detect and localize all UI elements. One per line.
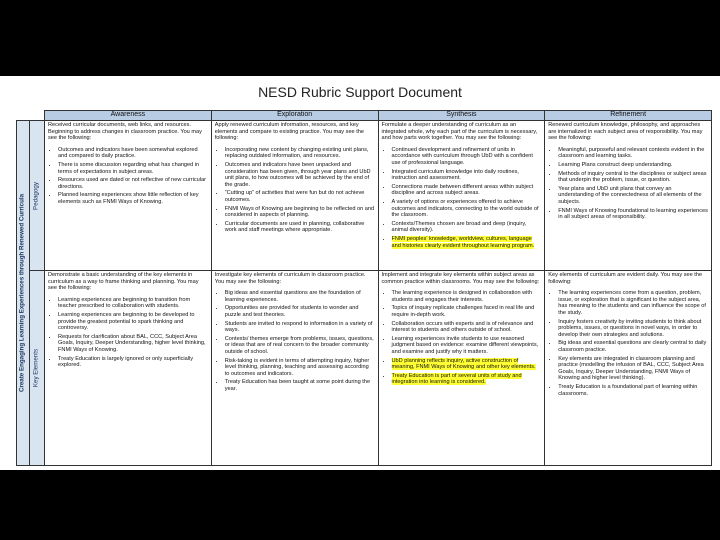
bullet-text: Learning Plans construct deep understanding. xyxy=(558,161,673,168)
bullet-item xyxy=(392,147,542,167)
bullet-item xyxy=(558,186,708,206)
bullet-item xyxy=(225,358,375,378)
bullet-text: FNMI Ways of Knowing foundational to learning experiences in all subject areas of responsibility. xyxy=(558,207,708,221)
bullet-item xyxy=(392,358,542,371)
bullet-item xyxy=(558,384,708,397)
bullet-item xyxy=(558,171,708,184)
bullet-text: Planned learning experiences show little reflection of key elements such as FNMI Ways of Knowing. xyxy=(58,192,199,205)
bullet-item xyxy=(225,162,375,188)
highlighted-text: Treaty Education is part of several units of study and integration into learning is considered. xyxy=(391,372,522,386)
cell-intro: Implement and integrate key elements within subject areas as common practice within classrooms. You may see the following: xyxy=(381,272,540,285)
bullet-item xyxy=(58,147,208,160)
bullet-item xyxy=(58,312,208,332)
bullet-item xyxy=(558,340,708,353)
bullet-item xyxy=(58,177,208,190)
bullet-text: Resources used are dated or not reflective of new curricular directions. xyxy=(58,177,206,190)
row-label: Key Elements xyxy=(32,348,40,388)
bullet-text: Treaty Education is largely ignored or only superficially explored. xyxy=(58,355,194,369)
column-header-refinement: Refinement xyxy=(545,111,712,121)
cell-bullet-list xyxy=(215,290,375,392)
rubric-cell-refinement xyxy=(545,121,712,271)
bullet-item xyxy=(225,336,375,356)
bullet-item xyxy=(58,334,208,354)
column-header-awareness: Awareness xyxy=(45,111,212,121)
bullet-item xyxy=(392,236,542,249)
rubric-row-pedagogy xyxy=(17,121,712,271)
bullet-text: Treaty Education has been taught at some point during the year. xyxy=(224,379,371,392)
bullet-text: Learning experiences are beginning to be developed to provide the greatest potential to spark thinking and controversy. xyxy=(58,311,195,332)
rubric-row-key-elements xyxy=(17,271,712,466)
row-label: Pedagogy xyxy=(32,181,40,210)
bullet-text: Methods of inquiry central to the disciplines or subject areas that underpin the problem, issue, or question. xyxy=(558,170,707,184)
cell-bullet-list xyxy=(382,147,542,249)
bullet-text: Collaboration occurs with experts and is of relevance and interest to students and others outside of school. xyxy=(391,320,534,334)
bullet-item xyxy=(225,379,375,392)
bullet-text: The learning experiences come from a question, problem, issue, or exploration that is significant to the subject area, has meaning to the students and can influence the scope of the study. xyxy=(558,290,706,316)
cell-intro: Formulate a deeper understanding of curriculum as an integrated whole, why each part of the curriculum is necessary, and how parts work together. You may see the following: xyxy=(381,122,538,142)
corner-cell xyxy=(17,111,45,121)
bullet-text: Students are invited to respond to information in a variety of ways. xyxy=(224,320,373,334)
rubric-cell-awareness xyxy=(45,271,212,466)
header-row xyxy=(17,111,712,121)
bullet-item xyxy=(58,297,208,310)
highlighted-text: UbD planning reflects inquiry, active construction of meaning, FNMI Ways of Knowing and other key elements. xyxy=(391,357,536,371)
bullet-text: Continued development and refinement of units in accordance with curriculum through UbD with a confident use of professional language. xyxy=(391,146,533,166)
bullet-text: Big ideas and essential questions are the foundation of learning experiences. xyxy=(224,290,361,303)
bullet-item xyxy=(58,192,208,205)
bullet-item xyxy=(558,208,708,221)
rubric-table xyxy=(16,110,712,466)
bullet-text: Big ideas and essential questions are clearly central to daily classroom practice. xyxy=(558,340,707,353)
bullet-item xyxy=(392,321,542,334)
bullet-item xyxy=(225,305,375,318)
bullet-text: Curricular documents are used in planning, collaborative work and staff meetings where appropriate. xyxy=(224,220,365,234)
rubric-cell-refinement xyxy=(545,271,712,466)
bullet-item xyxy=(225,190,375,203)
rubric-cell-synthesis xyxy=(378,271,545,466)
rubric-cell-synthesis xyxy=(378,121,545,271)
bullet-item xyxy=(225,206,375,219)
bullet-item xyxy=(225,321,375,334)
bullet-text: Year plans and UbD unit plans that convey an understanding of the connectedness of all elements of the subjects. xyxy=(558,185,702,205)
bullet-item xyxy=(392,336,542,356)
bullet-item xyxy=(392,169,542,182)
highlighted-text: FNMI peoples' knowledge, worldview, cultures, language and histories clearly evident throughout learning program. xyxy=(391,235,535,249)
bullet-text: Outcomes and indicators have been somewhat explored and compared to daily practice. xyxy=(58,146,198,160)
rubric-cell-exploration xyxy=(211,121,378,271)
bullet-item xyxy=(392,184,542,197)
bullet-item xyxy=(225,221,375,234)
cell-intro: Key elements of curriculum are evident daily. You may see the following: xyxy=(548,272,703,285)
bullet-text: The learning experience is designed in collaboration with students and engages their interests. xyxy=(391,290,533,303)
column-header-synthesis: Synthesis xyxy=(378,111,545,121)
bullet-text: Integrated curriculum knowledge into daily routines, instruction and assessment. xyxy=(391,168,519,182)
bullet-text: Meaningful, purposeful and relevant contexts evident in the classroom and learning tasks. xyxy=(558,146,705,160)
bullet-text: “Cutting up” of activities that were fun but do not achieve outcomes. xyxy=(224,190,365,203)
bullet-item xyxy=(58,356,208,369)
bullet-item xyxy=(392,373,542,386)
bullet-text: A variety of options or experiences offered to achieve outcomes and indicators, connecting to the world outside of the classroom. xyxy=(391,198,539,219)
cell-bullet-list xyxy=(548,290,708,397)
bullet-item xyxy=(392,221,542,234)
bullet-text: Opportunities are provided for students to wonder and puzzle and test theories. xyxy=(224,305,359,318)
bullet-item xyxy=(392,290,542,303)
bullet-item xyxy=(58,162,208,175)
bullet-item xyxy=(392,305,542,318)
bullet-text: Incorporating new content by changing existing unit plans, replacing outdated information, and resources. xyxy=(224,146,369,160)
row-label-cell xyxy=(30,121,45,271)
cell-bullet-list xyxy=(548,147,708,221)
bullet-text: FNMI Ways of Knowing are beginning to be reflected on and considered in aspects of planning. xyxy=(224,205,375,219)
bullet-item xyxy=(558,290,708,316)
cell-bullet-list xyxy=(48,147,208,206)
cell-intro: Renewed curriculum knowledge, philosophy, and approaches are internalized in each subject area of responsibility. You may see the following: xyxy=(548,122,703,142)
bullet-text: There is some discussion regarding what has changed in terms of expectations in subject areas. xyxy=(58,161,200,175)
cell-intro: Apply renewed curriculum information, resources, and key elements and compare to existing practice. You may see the following: xyxy=(214,122,365,142)
bullet-text: Treaty Education is a foundational part of learning within classrooms. xyxy=(558,383,698,397)
bullet-item xyxy=(392,199,542,219)
row-label-cell xyxy=(30,271,45,466)
rubric-cell-awareness xyxy=(45,121,212,271)
bullet-item xyxy=(558,147,708,160)
bullet-text: Outcomes and indicators have been unpacked and consideration has been given, through year plans and UbD unit plans, to how outcomes will be achieved by the end of the grade. xyxy=(224,161,371,188)
bullet-text: Learning experiences are beginning to transition from teacher prescribed to collaboration with students. xyxy=(58,296,191,310)
bullet-text: Topics of inquiry replicate challenges faced in real life and require in-depth work. xyxy=(391,305,535,318)
bullet-text: Risk-taking is evident in terms of attempting inquiry, higher level thinking, planning, teaching and assessing according to outcomes and indicators. xyxy=(224,357,370,377)
bullet-item xyxy=(558,356,708,382)
bullet-text: Connections made between different areas within subject discipline and across subject areas. xyxy=(391,183,534,197)
cell-bullet-list xyxy=(48,297,208,369)
cell-intro: Investigate key elements of curriculum in classroom practice. You may see the following: xyxy=(214,272,366,285)
bullet-text: Contexts/Themes chosen are broad and deep (inquiry, animal diversity). xyxy=(391,220,527,234)
bullet-text: Learning experiences invite students to use reasoned judgment based on evidence: examine different viewpoints, and examine and justify why it matters. xyxy=(391,335,539,355)
side-label: Create Engaging Learning Experiences through Renewed Curricula xyxy=(18,193,26,393)
document-page xyxy=(0,76,720,470)
bullet-text: Requests for clarification about BAL, CCC, Subject Area Goals, Inquiry, Deeper Understanding, higher level thinking, FNMI Ways of Knowing. xyxy=(58,333,206,353)
column-header-exploration: Exploration xyxy=(211,111,378,121)
cell-intro: Demonstrate a basic understanding of the key elements in curriculum as a way to frame thinking and planning. You may see the following: xyxy=(48,272,199,292)
cell-bullet-list xyxy=(382,290,542,386)
bullet-text: Contexts/ themes emerge from problems, issues, questions, or ideas that are of real concern to the broader community outside of school. xyxy=(224,335,374,355)
bullet-text: Key elements are integrated in classroom planning and practice (modelling the infusion of BAL, CCC, Subject Area Goals, Inquiry, Deeper Understanding, FNMI Ways of Knowing and higher level thinking). xyxy=(558,355,704,382)
rubric-cell-exploration xyxy=(211,271,378,466)
cell-bullet-list xyxy=(215,147,375,234)
bullet-item xyxy=(558,162,708,169)
side-label-cell xyxy=(17,121,30,466)
bullet-item xyxy=(558,319,708,339)
document-title: NESD Rubric Support Document xyxy=(258,84,462,100)
bullet-item xyxy=(225,290,375,303)
bullet-item xyxy=(225,147,375,160)
cell-intro: Received curricular documents, web links, and resources. Beginning to address changes in classroom practice. You may see the following: xyxy=(48,122,202,142)
bullet-text: Inquiry fosters creativity by inviting students to think about problems, issues, or questions in novel ways, in order to develop their own strategies and solutions. xyxy=(558,318,702,338)
